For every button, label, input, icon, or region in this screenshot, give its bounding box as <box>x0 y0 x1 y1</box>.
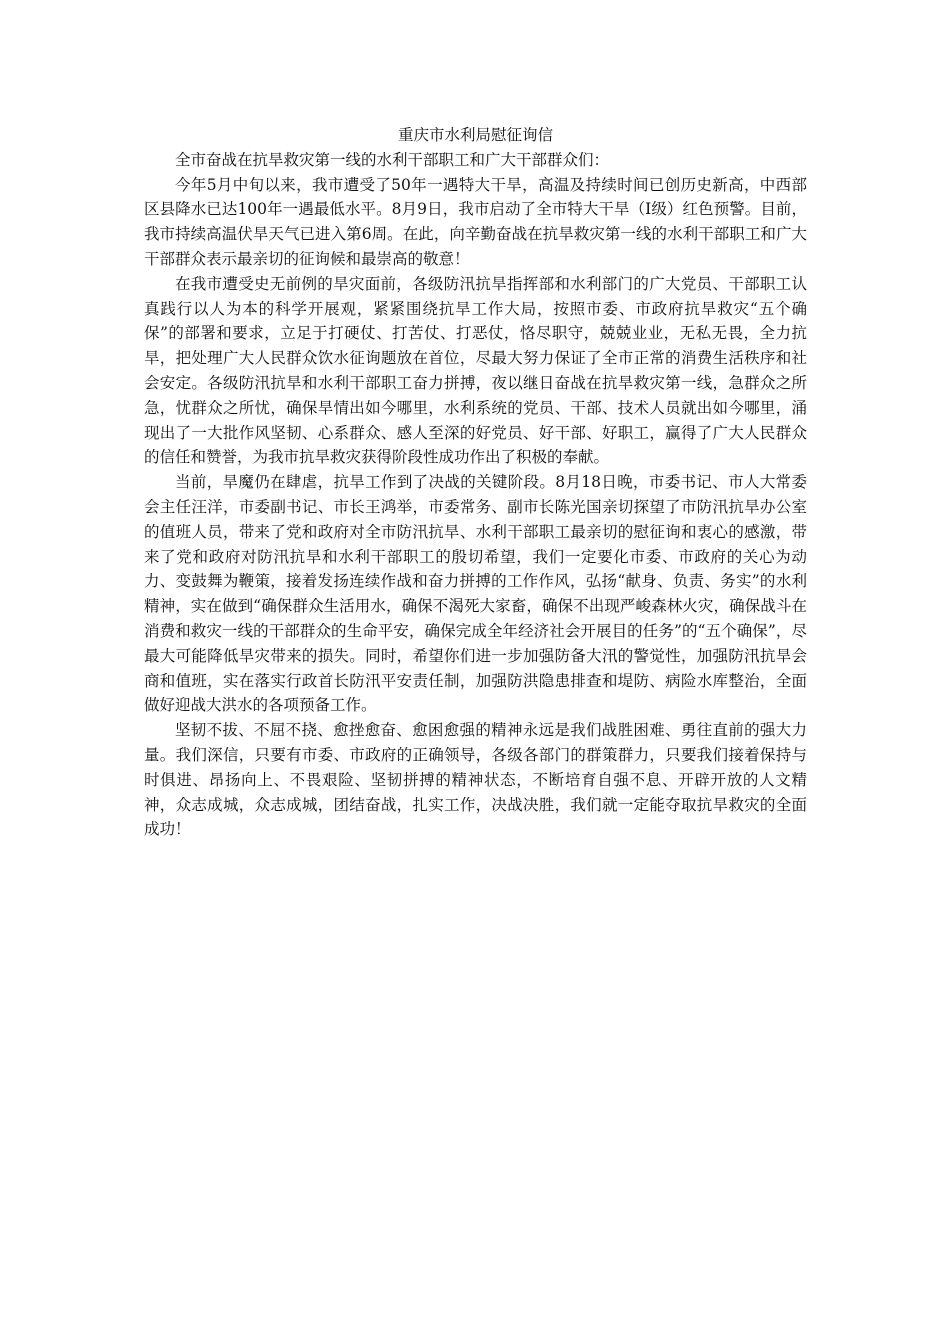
paragraph-2: 在我市遭受史无前例的旱灾面前，各级防汛抗旱指挥部和水利部门的广大党员、干部职工认真践行以人为本的科学开展观，紧紧围绕抗旱工作大局，按照市委、市政府抗旱救灾“五个确保”的部署和要求，立足于打硬仗、打苦仗、打恶仗，恪尽职守，兢兢业业，无私无畏，全力抗旱，把处理广大人民群众饮水征询题放在首位，尽最大努力保证了全市正常的消费生活秩序和社会安定。各级防汛抗旱和水利干部职工奋力拼搏，夜以继日奋战在抗旱救灾第一线，急群众之所急，忧群众之所忧，确保旱情出如今哪里，水利系统的党员、干部、技术人员就出如今哪里，涌现出了一大批作风坚韧、心系群众、感人至深的好党员、好干部、好职工，赢得了广大人民群众的信任和赞誉，为我市抗旱救灾获得阶段性成功作出了积极的奉献。 <box>144 274 807 467</box>
paragraph-4: 坚韧不拔、不屈不挠、愈挫愈奋、愈困愈强的精神永远是我们战胜困难、勇往直前的强大力量。我们深信，只要有市委、市政府的正确领导，各级各部门的群策群力，只要我们接着保持与时俱进、昂扬向上、不畏艰险、坚韧拼搏的精神状态，不断培育自强不息、开辟开放的人文精神，众志成城，众志成城，团结奋战，扎实工作，决战决胜，我们就一定能夺取抗旱救灾的全面成功！ <box>144 721 807 839</box>
paragraph-1: 今年5月中旬以来，我市遭受了50年一遇特大干旱，高温及持续时间已创历史新高，中西部区县降水已达100年一遇最低水平。8月9日，我市启动了全市特大干旱（Ⅰ级）红色预警。目前，我市持续高温伏旱天气已进入第6周。在此，向辛勤奋战在抗旱救灾第一线的水利干部职工和广大干部群众表示最亲切的征询候和最崇高的敬意！ <box>144 175 807 268</box>
salutation: 全市奋战在抗旱救灾第一线的水利干部职工和广大干部群众们： <box>175 150 610 169</box>
letter-body <box>144 123 807 842</box>
paragraph-3: 当前，旱魔仍在肆虐，抗旱工作到了决战的关键阶段。8月18日晚，市委书记、市人大常委会主任汪洋，市委副书记、市长王鸿举，市委常务、副市长陈光国亲切探望了市防汛抗旱办公室的值班人员，带来了党和政府对全市防汛抗旱、水利干部职工最亲切的慰征询和衷心的感激，带来了党和政府对防汛抗旱和水利干部职工的殷切希望，我们一定要化市委、市政府的关心为动力、变鼓舞为鞭策，接着发扬连续作战和奋力拼搏的工作作风，弘扬“献身、负责、务实”的水利精神，实在做到“确保群众生活用水，确保不渴死大家畜，确保不出现严峻森林火灾，确保战斗在消费和救灾一线的干部群众的生命平安，确保完成全年经济社会开展目的任务”的“五个确保”，尽最大可能降低旱灾带来的损失。同时，希望你们进一步加强防备大汛的警觉性，加强防汛抗旱会商和值班，实在落实行政首长防汛平安责任制，加强防洪隐患排查和堤防、病险水库整治，全面做好迎战大洪水的各项预备工作。 <box>144 473 807 715</box>
document-title: 重庆市水利局慰征询信 <box>397 126 553 144</box>
